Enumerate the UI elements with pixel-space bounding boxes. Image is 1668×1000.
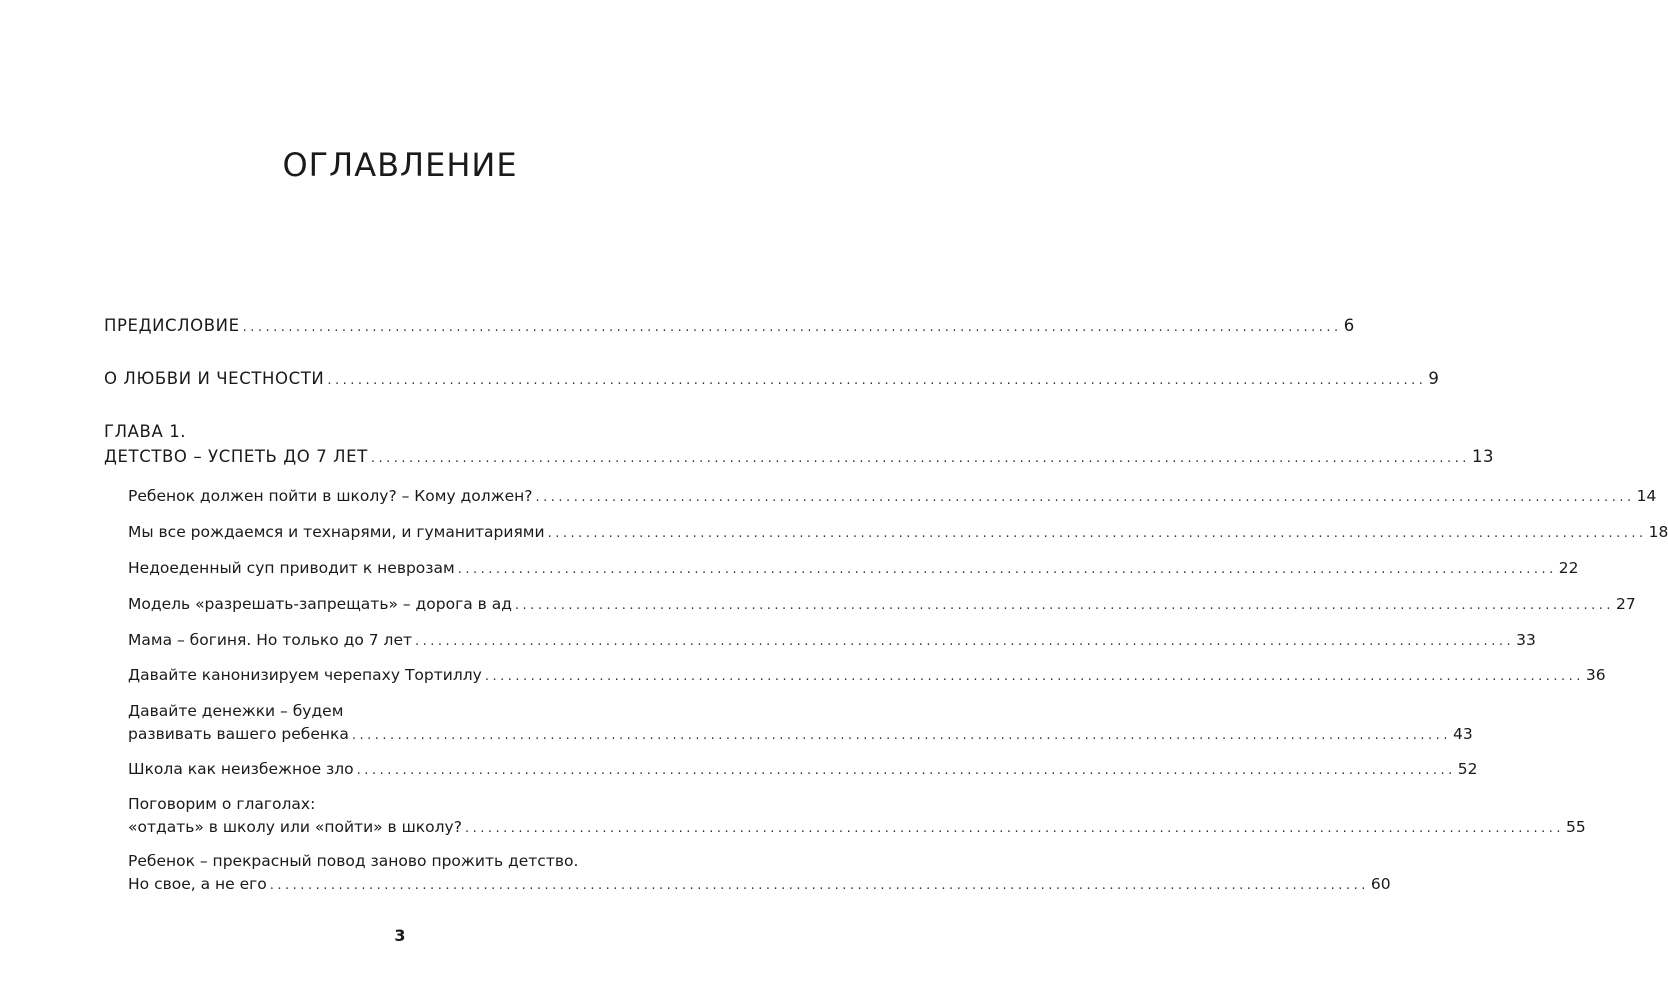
toc-chapter-label: ГЛАВА 1. [104, 422, 187, 441]
toc-subentry[interactable] [128, 702, 1473, 747]
dot-leader: ................................................................................................................................................ [514, 598, 1614, 613]
toc-entry-page: 6 [1343, 316, 1355, 335]
toc-entry-title: Давайте канонизируем черепаху Тортиллу [128, 666, 482, 684]
toc-subentry[interactable] [128, 487, 1657, 509]
dot-leader: ................................................................................................................................................ [356, 763, 1456, 778]
toc-entry-title: Школа как неизбежное зло [128, 760, 354, 778]
dot-leader: ................................................................................................................................................ [484, 669, 1584, 684]
toc-entry-page: 52 [1457, 760, 1478, 778]
toc-entry-page: 22 [1558, 559, 1579, 577]
toc-entry-title: Ребенок должен пойти в школу? – Кому должен? [128, 487, 533, 505]
toc-entry-page: 18 [1648, 523, 1668, 541]
toc-entry-page: 36 [1585, 666, 1606, 684]
dot-leader: ................................................................................................................................................ [464, 821, 1565, 836]
toc-entry-page: 60 [1370, 875, 1391, 893]
toc-subentry[interactable] [128, 523, 1668, 545]
toc-entry-page: 14 [1636, 487, 1657, 505]
toc-entry-title: развивать вашего ребенка [128, 725, 349, 743]
toc-subentry[interactable] [128, 631, 1536, 653]
dot-leader: ................................................................................................................................................ [535, 490, 1635, 505]
toc-title: ОГЛАВЛЕНИЕ [282, 146, 518, 184]
toc-entry-page: 43 [1452, 725, 1473, 743]
toc-entry-title: Недоеденный суп приводит к неврозам [128, 559, 455, 577]
page-number: 3 [394, 926, 406, 945]
dot-leader: ................................................................................................................................................ [269, 878, 1369, 893]
toc-entry-page: 27 [1615, 595, 1636, 613]
dot-leader: ................................................................................................................................................ [351, 728, 1451, 743]
toc-entry-title: ДЕТСТВО – УСПЕТЬ ДО 7 ЛЕТ [104, 447, 368, 466]
dot-leader: ................................................................................................................................................ [457, 562, 1557, 577]
toc-entry-title-line: Поговорим о глаголах: [128, 795, 316, 813]
toc-subentry[interactable] [128, 595, 1636, 617]
toc-entry-chapter-1[interactable] [104, 422, 1495, 469]
toc-subentry[interactable] [128, 852, 1391, 897]
dot-leader: ................................................................................................................................................ [547, 526, 1647, 541]
toc-entry-title-line: Ребенок – прекрасный повод заново прожить детство. [128, 852, 579, 870]
toc-entry-title: ПРЕДИСЛОВИЕ [104, 316, 240, 335]
toc-entry-title: «отдать» в школу или «пойти» в школу? [128, 818, 462, 836]
toc-subentry[interactable] [128, 795, 1586, 840]
toc-subentry[interactable] [128, 760, 1478, 782]
toc-entry-about-love[interactable] [104, 369, 1440, 391]
toc-entry-preface[interactable] [104, 316, 1355, 338]
toc-subentry[interactable] [128, 666, 1606, 688]
toc-entry-title: О ЛЮБВИ И ЧЕСТНОСТИ [104, 369, 325, 388]
toc-entry-page: 9 [1428, 369, 1440, 388]
dot-leader: ................................................................................................................................................ [415, 634, 1515, 649]
dot-leader: ................................................................................................................................................ [327, 373, 1427, 388]
dot-leader: ................................................................................................................................................ [370, 451, 1470, 466]
toc-entry-title: Модель «разрешать-запрещать» – дорога в ад [128, 595, 512, 613]
toc-entry-title-line: Давайте денежки – будем [128, 702, 344, 720]
toc-entry-page: 13 [1471, 447, 1495, 466]
toc-entry-page: 55 [1566, 818, 1586, 836]
toc-entry-page: 33 [1516, 631, 1536, 649]
toc-entry-title: Но свое, а не его [128, 875, 267, 893]
toc-entry-title: Мы все рождаемся и технарями, и гуманитариями [128, 523, 545, 541]
dot-leader: ................................................................................................................................................ [242, 320, 1342, 335]
toc-entry-title: Мама – богиня. Но только до 7 лет [128, 631, 413, 649]
toc-subentry[interactable] [128, 559, 1579, 581]
